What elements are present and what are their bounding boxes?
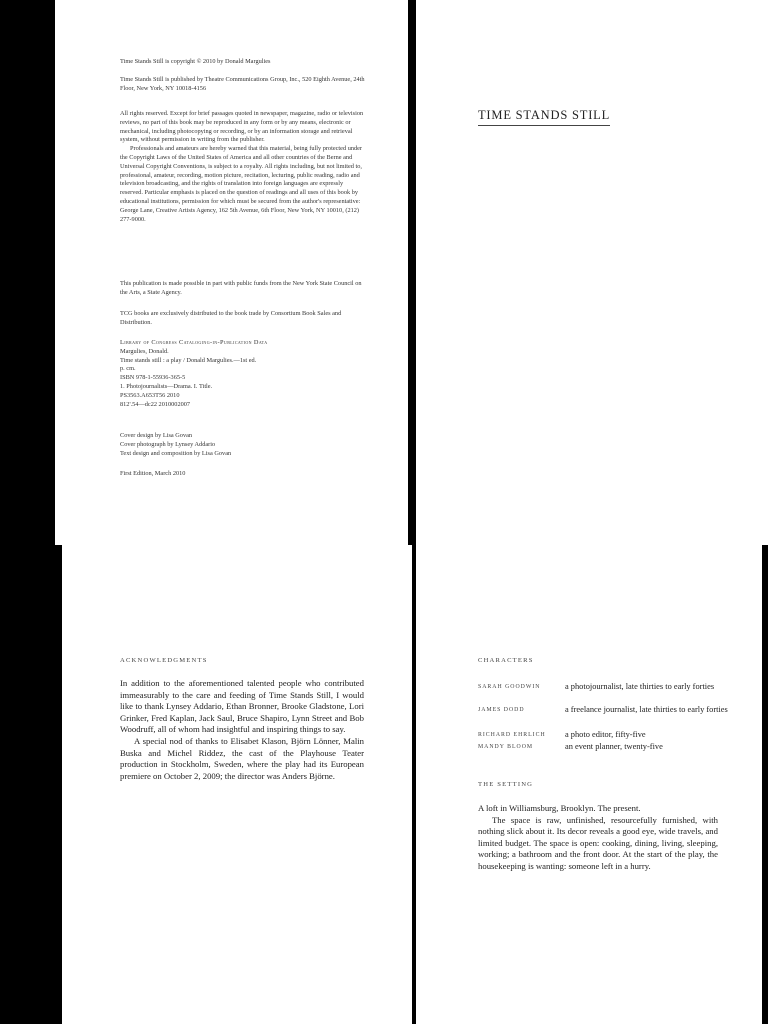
character-name: MANDY BLOOM (478, 744, 534, 750)
character-description: a photojournalist, late thirties to early forties (565, 682, 715, 691)
acknowledgments-paragraph-1: In addition to the aforementioned talented people who contributed immeasurably to the care and feeding of Time Stands Still, I would like to thank Lynsey Addario, Ethan Bronner, Brooke Gladstone, Lori Grinker, Fred Kaplan, Jack Saul, Bruce Shapiro, Lynn Street and Bob Woodruff, all of whom had insightful and inspiring things to say. (120, 678, 364, 735)
cip-line: 812'.54—dc22 2010002007 (120, 400, 191, 408)
book-title: TIME STANDS STILL (478, 108, 610, 126)
credits-block (120, 432, 365, 458)
acknowledgments-heading: ACKNOWLEDGMENTS (120, 657, 208, 664)
cip-line: PS3563.A653T56 2010 (120, 391, 180, 399)
rights-paragraph-2: Professionals and amateurs are hereby warned that this material, being fully protected under the Copyright Laws of the United States of America and all other countries of the Berne and Universal Copyright Conventions, is subject to a royalty. All rights including, but not limited to, professional, amateur, recording, motion picture, recitation, lecturing, public reading, radio and television broadcasting, and the rights of translation into foreign languages are expressly reserved. Particular emphasis is placed on the question of readings and all uses of this book by educational institutions, permission for which must be secured from the author's representative: George Lane, Creative Artists Agency, 162 5th Avenue, 6th Floor, New York, NY 10010, (212) 277-9000. (120, 145, 363, 223)
cip-block (120, 339, 365, 409)
cip-line: p. cm. (120, 365, 136, 373)
acknowledgments-page (62, 545, 412, 1024)
characters-page (416, 545, 762, 1024)
setting-paragraph-2: The space is raw, unfinished, resourcefully furnished, with nothing slick about it. Its decor reveals a good eye, wide travels, and limited budget. The space is open: cooking, dining, living, sleeping, working; a bathroom and the front door. At the start of the play, the housekeeping is wanting: someone left in a hurry. (478, 814, 718, 871)
funding-note: This publication is made possible in part with public funds from the New York State Council on the Arts, a State Agency. (120, 280, 362, 296)
rights-statement (120, 110, 365, 224)
acknowledgments-text (120, 678, 364, 782)
rights-paragraph-1: All rights reserved. Except for brief passages quoted in newspaper, magazine, radio or television reviews, no part of this book may be reproduced in any form or by any means, electronic or mechanical, including photocopying or recording, or by an information storage and retrieval system, without permission in writing from the publisher. (120, 110, 364, 144)
characters-heading: CHARACTERS (478, 657, 534, 664)
character-name: RICHARD EHRLICH (478, 732, 546, 738)
cip-line: 1. Photojournalists—Drama. I. Title. (120, 382, 213, 390)
title-page (416, 0, 768, 545)
character-name: SARAH GOODWIN (478, 684, 541, 690)
setting-text (478, 803, 718, 873)
copyright-page (55, 0, 408, 545)
cip-line: Library of Congress Cataloging-in-Publication Data (120, 339, 268, 346)
cip-line: ISBN 978-1-55936-365-5 (120, 374, 186, 382)
character-description: a freelance journalist, late thirties to early forties (565, 705, 728, 714)
setting-heading: THE SETTING (478, 781, 534, 788)
character-description: a photo editor, fifty-five (565, 730, 646, 739)
copyright-line: Time Stands Still is copyright © 2010 by Donald Margulies (120, 58, 271, 65)
character-name: JAMES DODD (478, 707, 525, 713)
credit-line: Cover photograph by Lynsey Addario (120, 440, 216, 448)
cip-line: Margulies, Donald. (120, 347, 169, 355)
cip-line: Time stands still : a play / Donald Margulies.—1st ed. (120, 356, 257, 364)
credit-line: Cover design by Lisa Govan (120, 432, 193, 439)
publisher-info: Time Stands Still is published by Theatre Communications Group, Inc., 520 Eighth Avenue, 24th Floor, New York, NY 10018-4156 (120, 76, 365, 92)
edition-line: First Edition, March 2010 (120, 470, 186, 477)
credit-line: Text design and composition by Lisa Govan (120, 449, 232, 457)
acknowledgments-paragraph-2: A special nod of thanks to Elisabet Klason, Björn Lönner, Malin Buska and Michel Riddez, the cast of the Playhouse Teater production in Stockholm, Sweden, where the play had its European premiere on October 2, 2009; the director was Anders Björne. (120, 735, 364, 781)
setting-paragraph-1: A loft in Williamsburg, Brooklyn. The present. (478, 803, 641, 813)
distribution-note: TCG books are exclusively distributed to the book trade by Consortium Book Sales and Distribution. (120, 310, 342, 326)
character-description: an event planner, twenty-five (565, 742, 663, 751)
